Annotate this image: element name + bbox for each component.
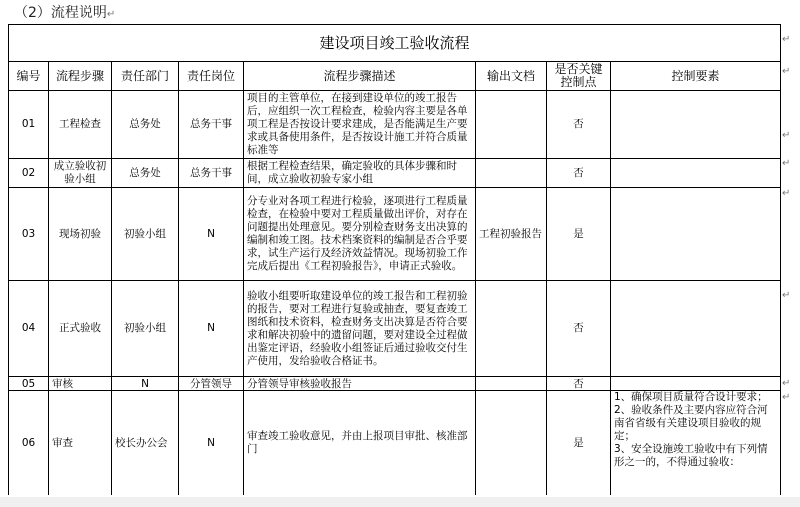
row-end-mark: ↵ [782, 290, 791, 301]
cell-role: N [179, 188, 244, 281]
row-end-mark: ↵ [782, 34, 791, 45]
cell-desc: 审查竣工验收意见，并由上报项目审批、核准部门 [244, 391, 476, 496]
table-title: 建设项目竣工验收流程 [9, 25, 781, 62]
table-row [9, 281, 781, 377]
cell-desc: 验收小组要听取建设单位的竣工报告和工程初验的报告，要对工程进行复验或抽查，要复查竣工图纸和技术资料，检查财务支出决算是否符合要求和解决初验中的遗留问题，要对建设全过程做出鉴定评语，经验收小组签证后通过验收交付生产使用，发给验收合格证书。 [244, 281, 476, 377]
section-heading: （2）流程说明↵ [14, 5, 116, 21]
cell-control [611, 377, 781, 391]
row-end-mark: ↵ [782, 66, 791, 77]
cell-control: 1、确保项目质量符合设计要求； 2、验收条件及主要内容应符合河南省省级有关建设项目验收的规定； 3、安全设施竣工验收中有下列情形之一的，不得通过验收： [611, 391, 781, 496]
cell-step: 正式验收 [49, 281, 112, 377]
table-header-row [9, 62, 781, 91]
cell-key: 否 [547, 159, 611, 188]
cell-control [611, 159, 781, 188]
cell-dept: 总务处 [112, 159, 179, 188]
cell-key: 是 [547, 391, 611, 496]
col-header-dept: 责任部门 [112, 62, 179, 91]
cell-desc: 分专业对各项工程进行检验，逐项进行工程质量检查，在检验中要对工程质量做出评价，对存在问题提出处理意见。要分别检查财务支出决算的编制和竣工图。技术档案资料的编制是否合乎要求，试生产运行及经济效益情况。现场初验工作完成后提出《工程初验报告》，申请正式验收。 [244, 188, 476, 281]
table-row [9, 188, 781, 281]
cell-role: 总务干事 [179, 159, 244, 188]
cell-key: 是 [547, 188, 611, 281]
cell-dept: 校长办公会 [112, 391, 179, 496]
col-header-step: 流程步骤 [49, 62, 112, 91]
table-row [9, 159, 781, 188]
cell-dept: N [112, 377, 179, 391]
cell-step: 现场初验 [49, 188, 112, 281]
cell-no: 01 [9, 91, 49, 159]
cell-dept: 总务处 [112, 91, 179, 159]
row-end-mark: ↵ [782, 188, 791, 199]
horizontal-scrollbar[interactable] [0, 497, 800, 507]
col-header-output: 输出文档 [476, 62, 547, 91]
cell-step: 审查 [49, 391, 112, 496]
cell-role: 分管领导 [179, 377, 244, 391]
cell-output [476, 159, 547, 188]
cell-dept: 初验小组 [112, 188, 179, 281]
cell-output: 工程初验报告 [476, 188, 547, 281]
cell-no: 02 [9, 159, 49, 188]
cell-no: 03 [9, 188, 49, 281]
col-header-control: 控制要素 [611, 62, 781, 91]
col-header-no: 编号 [9, 62, 49, 91]
cell-key: 否 [547, 91, 611, 159]
cell-output [476, 91, 547, 159]
cell-control [611, 188, 781, 281]
row-end-mark: ↵ [782, 158, 791, 169]
table-title-row [9, 25, 781, 62]
cell-control [611, 281, 781, 377]
row-end-mark: ↵ [782, 378, 791, 389]
table-row [9, 91, 781, 159]
cell-desc: 项目的主管单位，在接到建设单位的竣工报告后，应组织一次工程检查，检验内容主要是各单项工程是否按设计要求建成，是否能满足生产要求或具备使用条件，是否按设计施工并符合质量标准等 [244, 91, 476, 159]
cell-step: 审核 [49, 377, 112, 391]
cell-output [476, 281, 547, 377]
cell-desc: 根据工程检查结果，确定验收的具体步骤和时间，成立验收初验专家小组 [244, 159, 476, 188]
cell-no: 06 [9, 391, 49, 496]
cell-desc: 分管领导审核验收报告 [244, 377, 476, 391]
col-header-key: 是否关键控制点 [547, 62, 611, 91]
cell-role: N [179, 391, 244, 496]
col-header-role: 责任岗位 [179, 62, 244, 91]
table-row [9, 377, 781, 391]
row-end-mark: ↵ [782, 392, 791, 403]
col-header-desc: 流程步骤描述 [244, 62, 476, 91]
cell-no: 04 [9, 281, 49, 377]
cell-role: N [179, 281, 244, 377]
cell-output [476, 377, 547, 391]
cell-step: 工程检查 [49, 91, 112, 159]
process-table [8, 24, 781, 495]
cell-key: 否 [547, 281, 611, 377]
cell-control [611, 91, 781, 159]
cell-dept: 初验小组 [112, 281, 179, 377]
cell-key: 否 [547, 377, 611, 391]
cell-step: 成立验收初验小组 [49, 159, 112, 188]
table-row [9, 391, 781, 496]
cell-output [476, 391, 547, 496]
cell-no: 05 [9, 377, 49, 391]
row-end-mark: ↵ [782, 130, 791, 141]
cell-role: 总务干事 [179, 91, 244, 159]
